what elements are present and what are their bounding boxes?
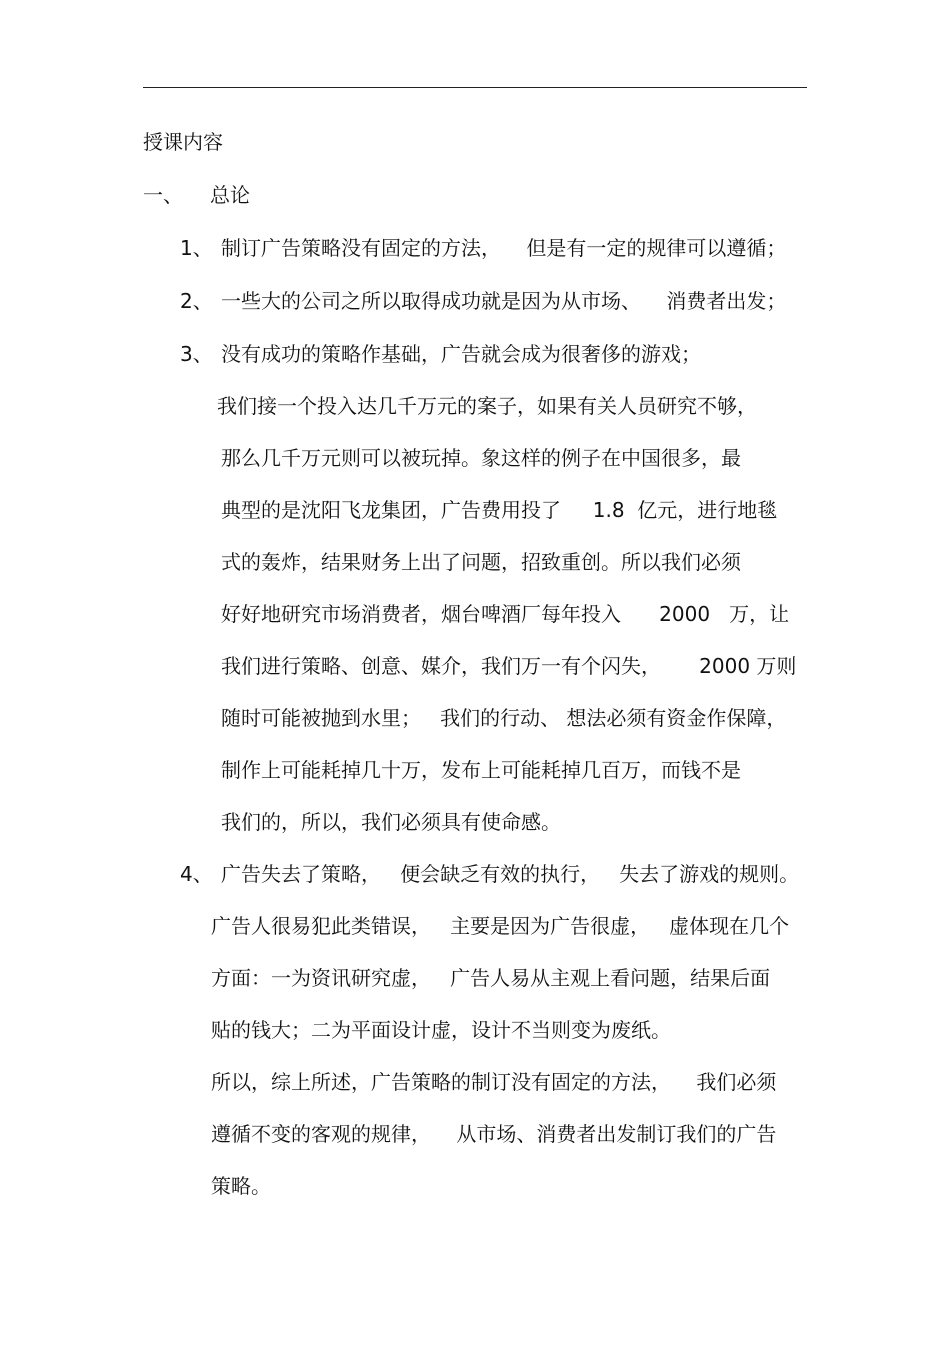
item-detail-line: 随时可能被抛到水里； 我们的行动、 想法必须有资金作保障， bbox=[221, 706, 787, 730]
item-detail-line: 制作上可能耗掉几十万，发布上可能耗掉几百万，而钱不是 bbox=[221, 758, 741, 782]
conclusion-line: 遵循不变的客观的规律， 从市场、消费者出发制订我们的广告 bbox=[211, 1122, 777, 1146]
item-text: 没有成功的策略作基础，广告就会成为很奢侈的游戏； bbox=[221, 342, 701, 366]
item-number: 3、 bbox=[180, 342, 213, 366]
item-detail-line: 方面：一为资讯研究虚， 广告人易从主观上看问题，结果后面 bbox=[211, 966, 771, 990]
page-heading: 授课内容 bbox=[143, 130, 223, 154]
item-detail-line: 我们的，所以，我们必须具有使命感。 bbox=[221, 810, 561, 834]
item-detail-line: 那么几千万元则可以被玩掉。象这样的例子在中国很多，最 bbox=[221, 446, 741, 470]
item-number: 1、 bbox=[180, 236, 213, 260]
item-detail-line: 好好地研究市场消费者，烟台啤酒厂每年投入 2000 万，让 bbox=[221, 602, 790, 626]
section-number: 一、 bbox=[143, 183, 183, 207]
item-detail-line: 我们接一个投入达几千万元的案子，如果有关人员研究不够， bbox=[217, 394, 757, 418]
item-text: 一些大的公司之所以取得成功就是因为从市场、 消费者出发； bbox=[221, 289, 787, 313]
item-detail-line: 广告人很易犯此类错误， 主要是因为广告很虚， 虚体现在几个 bbox=[211, 914, 790, 938]
conclusion-line: 所以，综上所述，广告策略的制订没有固定的方法， 我们必须 bbox=[211, 1070, 777, 1094]
section-title: 总论 bbox=[210, 183, 250, 207]
item-text: 广告失去了策略， 便会缺乏有效的执行， 失去了游戏的规则。 bbox=[221, 862, 800, 886]
item-number: 4、 bbox=[180, 862, 213, 886]
item-detail-line: 式的轰炸，结果财务上出了问题，招致重创。所以我们必须 bbox=[221, 550, 741, 574]
item-detail-line: 我们进行策略、创意、媒介，我们万一有个闪失， 2000 万则 bbox=[221, 654, 797, 678]
item-number: 2、 bbox=[180, 289, 213, 313]
item-detail-line: 贴的钱大；二为平面设计虚，设计不当则变为废纸。 bbox=[211, 1018, 671, 1042]
item-detail-line: 典型的是沈阳飞龙集团，广告费用投了 1.8 亿元，进行地毯 bbox=[221, 498, 778, 522]
item-text: 制订广告策略没有固定的方法， 但是有一定的规律可以遵循； bbox=[221, 236, 787, 260]
conclusion-line: 策略。 bbox=[211, 1174, 271, 1198]
header-rule bbox=[143, 87, 807, 88]
